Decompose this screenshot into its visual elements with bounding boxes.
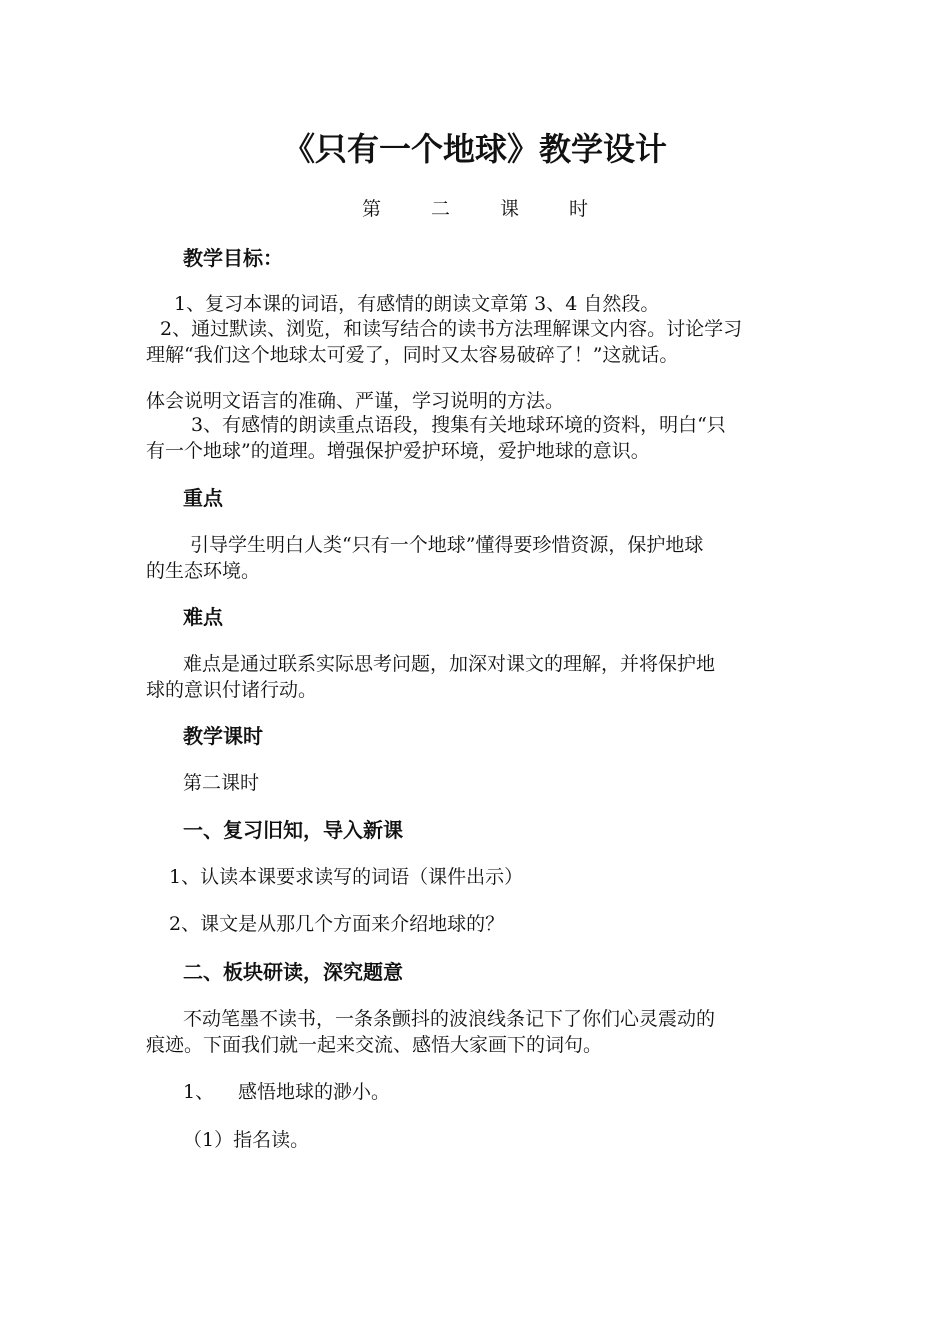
lesson-period-value: 第二课时	[183, 772, 260, 794]
section-2-heading: 二、板块研读，深究题意	[183, 960, 403, 984]
objective-item-2-line-1: 2、通过默读、浏览，和读写结合的读书方法理解课文内容。讨论学习	[160, 318, 743, 340]
key-point-line-2: 的生态环境。	[146, 560, 261, 582]
difficulty-line-2: 球的意识付诸行动。	[146, 679, 318, 701]
objective-item-2-line-2: 理解“我们这个地球太可爱了，同时又太容易破碎了！”这就话。	[146, 344, 679, 366]
objective-item-3-line-2: 有一个地球”的道理。增强保护爱护环境，爱护地球的意识。	[146, 440, 650, 462]
section-2-paragraph-line-2: 痕迹。下面我们就一起来交流、感悟大家画下的词句。	[146, 1034, 603, 1056]
objective-item-1: 1、复习本课的词语，有感情的朗读文章第 3、4 自然段。	[174, 293, 660, 315]
objective-item-2-line-3: 体会说明文语言的准确、严谨，学习说明的方法。	[146, 390, 565, 412]
difficulty-heading: 难点	[183, 605, 223, 629]
section-2-sub-1-number: 1、	[183, 1081, 215, 1103]
section-2-paragraph-line-1: 不动笔墨不读书，一条条颤抖的波浪线条记下了你们心灵震动的	[183, 1008, 716, 1030]
section-1-heading: 一、复习旧知，导入新课	[183, 818, 403, 842]
key-point-line-1: 引导学生明白人类“只有一个地球”懂得要珍惜资源，保护地球	[190, 534, 704, 556]
objective-item-3-line-1: 3、有感情的朗读重点语段，搜集有关地球环境的资料，明白“只	[191, 414, 726, 436]
section-2-sub-1-item-1: （1）指名读。	[183, 1129, 310, 1151]
section-1-item-2: 2、课文是从那几个方面来介绍地球的？	[169, 913, 505, 935]
objectives-heading: 教学目标：	[183, 246, 283, 270]
document-title: 《只有一个地球》教学设计	[282, 130, 667, 168]
document-subtitle: 第 二 课 时	[361, 198, 611, 220]
lesson-period-heading: 教学课时	[183, 724, 263, 748]
key-point-heading: 重点	[183, 486, 223, 510]
section-1-item-1: 1、认读本课要求读写的词语（课件出示）	[169, 866, 524, 888]
difficulty-line-1: 难点是通过联系实际思考问题，加深对课文的理解，并将保护地	[183, 653, 716, 675]
section-2-sub-1-text: 感悟地球的渺小。	[238, 1081, 391, 1103]
